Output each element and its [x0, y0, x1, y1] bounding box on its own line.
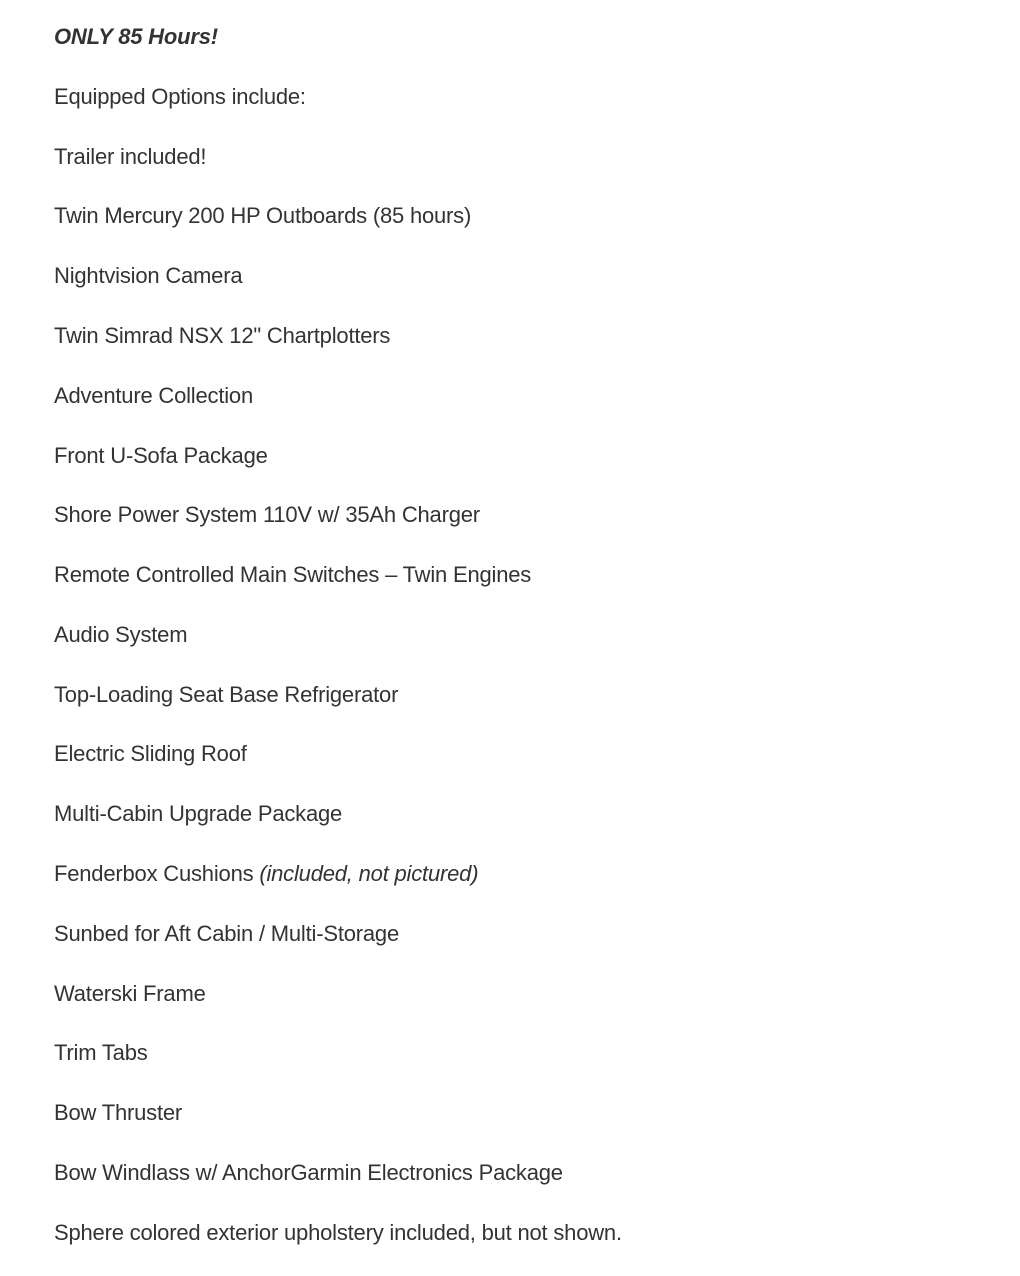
upholstery-note: Sphere colored exterior upholstery included, but not shown. [54, 1220, 622, 1245]
option-item: Audio System [54, 622, 188, 647]
option-item: Electric Sliding Roof [54, 741, 247, 766]
option-item: Twin Simrad NSX 12" Chartplotters [54, 323, 391, 348]
option-item: Twin Mercury 200 HP Outboards (85 hours) [54, 203, 472, 228]
option-item-fenderbox [54, 860, 478, 888]
option-item: Nightvision Camera [54, 263, 243, 288]
option-item: Multi-Cabin Upgrade Package [54, 801, 343, 826]
headline-hours: ONLY 85 Hours! [54, 24, 218, 49]
option-item: Shore Power System 110V w/ 35Ah Charger [54, 502, 480, 527]
option-note: (included, not pictured) [259, 861, 479, 886]
options-intro: Equipped Options include: [54, 84, 306, 109]
option-label: Fenderbox Cushions [54, 861, 254, 886]
option-item: Waterski Frame [54, 981, 206, 1006]
option-item: Top-Loading Seat Base Refrigerator [54, 682, 399, 707]
option-item: Adventure Collection [54, 383, 254, 408]
option-item: Trailer included! [54, 144, 207, 169]
option-item: Sunbed for Aft Cabin / Multi-Storage [54, 921, 399, 946]
option-item: Front U-Sofa Package [54, 443, 268, 468]
option-item: Trim Tabs [54, 1040, 148, 1065]
option-item: Bow Thruster [54, 1100, 183, 1125]
option-item: Bow Windlass w/ AnchorGarmin Electronics Package [54, 1160, 563, 1185]
option-item: Remote Controlled Main Switches – Twin Engines [54, 562, 532, 587]
